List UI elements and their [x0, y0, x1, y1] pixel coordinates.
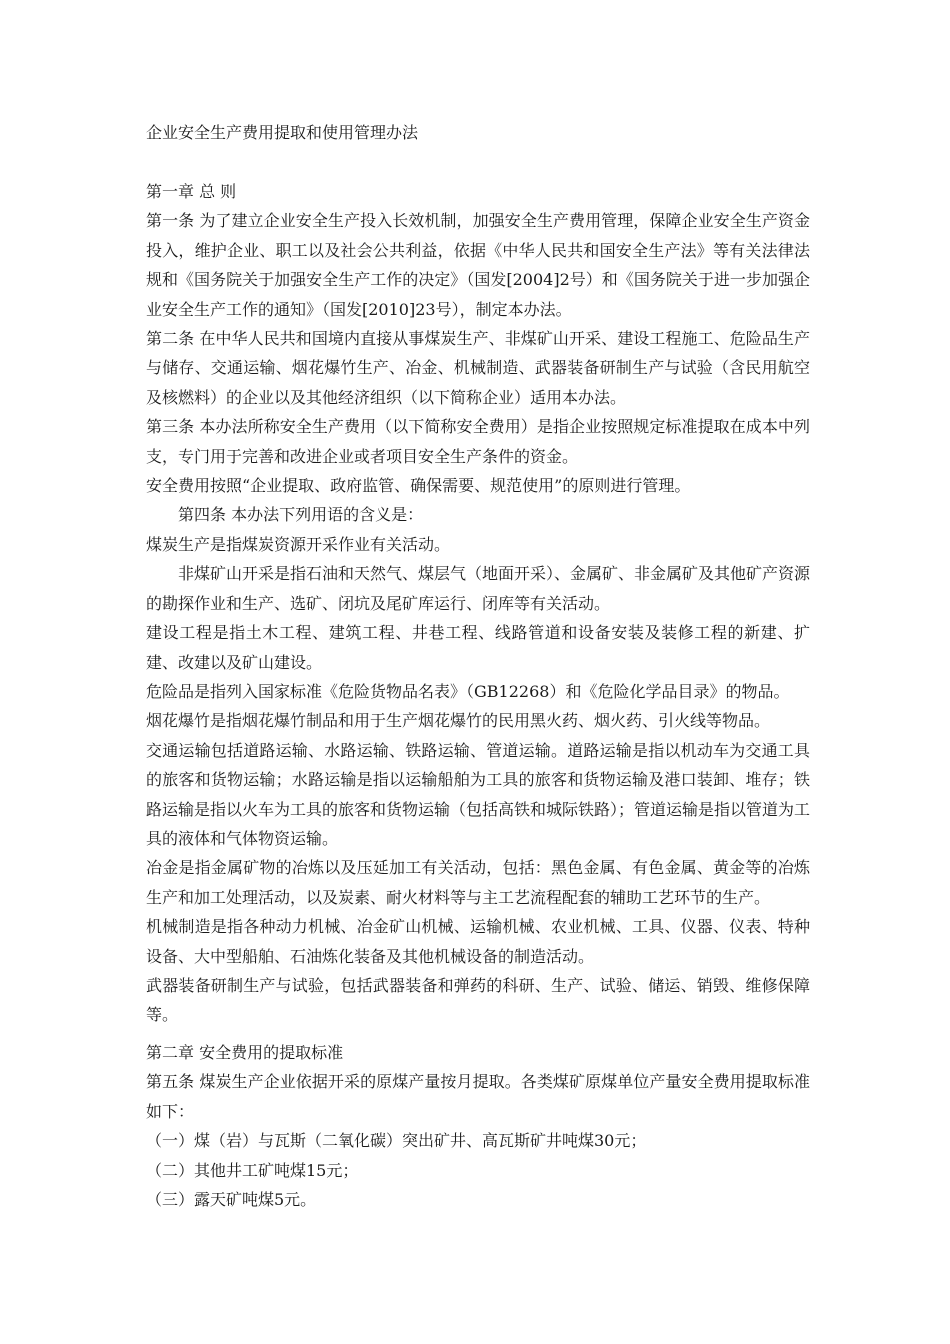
definition-metallurgy: 冶金是指金属矿物的冶炼以及压延加工有关活动，包括：黑色金属、有色金属、黄金等的冶炼生产和加工处理活动，以及炭素、耐火材料等与主工艺流程配套的辅助工艺环节的生产。: [146, 858, 810, 907]
definition-transport: 交通运输包括道路运输、水路运输、铁路运输、管道运输。道路运输是指以机动车为交通工具的旅客和货物运输；水路运输是指以运输船舶为工具的旅客和货物运输及港口装卸、堆存；铁路运输是指以火车为工具的旅客和货物运输（包括高铁和城际铁路）；管道运输是指以管道为工具的液体和气体物资运输。: [146, 740, 811, 848]
definition-fireworks: 烟花爆竹是指烟花爆竹制品和用于生产烟花爆竹的民用黑火药、烟火药、引火线等物品。: [146, 711, 771, 731]
article-3: 第三条 本办法所称安全生产费用（以下简称安全费用）是指企业按照规定标准提取在成本中列支，专门用于完善和改进企业或者项目安全生产条件的资金。: [146, 417, 810, 466]
definition-non-coal-mining: 非煤矿山开采是指石油和天然气、煤层气（地面开采）、金属矿、非金属矿及其他矿产资源的勘探作业和生产、选矿、闭坑及尾矿库运行、闭库等有关活动。: [146, 564, 811, 613]
standard-item-3: （三）露天矿吨煤5元。: [146, 1190, 317, 1210]
safety-fee-principle: 安全费用按照“企业提取、政府监管、确保需要、规范使用”的原则进行管理。: [146, 476, 691, 496]
chapter-1-heading: 第一章 总 则: [146, 182, 237, 201]
article-1: 第一条 为了建立企业安全生产投入长效机制，加强安全生产费用管理，保障企业安全生产资金投入，维护企业、职工以及社会公共利益，依据《中华人民共和国安全生产法》等有关法律法规和《国务院关于加强安全生产工作的决定》（国发[2004]2号）和《国务院关于进一步加强企业安全生产工作的通知》（国发[2010]23号），制定本办法。: [146, 211, 810, 319]
article-2: 第二条 在中华人民共和国境内直接从事煤炭生产、非煤矿山开采、建设工程施工、危险品生产与储存、交通运输、烟花爆竹生产、冶金、机械制造、武器装备研制生产与试验（含民用航空及核燃料）的企业以及其他经济组织（以下简称企业）适用本办法。: [146, 329, 810, 407]
definition-weapons: 武器装备研制生产与试验，包括武器装备和弹药的科研、生产、试验、储运、销毁、维修保障等。: [146, 975, 810, 1025]
chapter-2-heading: 第二章 安全费用的提取标准: [146, 1043, 344, 1062]
document-title: 企业安全生产费用提取和使用管理办法: [146, 123, 419, 142]
definition-coal: 煤炭生产是指煤炭资源开采作业有关活动。: [146, 534, 451, 554]
standard-item-1: （一）煤（岩）与瓦斯（二氧化碳）突出矿井、高瓦斯矿井吨煤30元；: [146, 1131, 647, 1151]
article-5: 第五条 煤炭生产企业依据开采的原煤产量按月提取。各类煤矿原煤单位产量安全费用提取标准如下：: [146, 1072, 810, 1121]
definition-machinery: 机械制造是指各种动力机械、冶金矿山机械、运输机械、农业机械、工具、仪器、仪表、特种设备、大中型船舶、石油炼化装备及其他机械设备的制造活动。: [146, 917, 810, 966]
chapter-1: [146, 177, 810, 1030]
chapter-2: [146, 1038, 810, 1214]
article-4: 第四条 本办法下列用语的含义是：: [178, 505, 424, 525]
definition-hazardous-goods: 危险品是指列入国家标准《危险货物品名表》（GB12268）和《危险化学品目录》的物品。: [146, 681, 790, 701]
definition-construction: 建设工程是指土木工程、建筑工程、井巷工程、线路管道和设备安装及装修工程的新建、扩建、改建以及矿山建设。: [146, 623, 810, 672]
standard-item-2: （二）其他井工矿吨煤15元；: [146, 1160, 359, 1180]
